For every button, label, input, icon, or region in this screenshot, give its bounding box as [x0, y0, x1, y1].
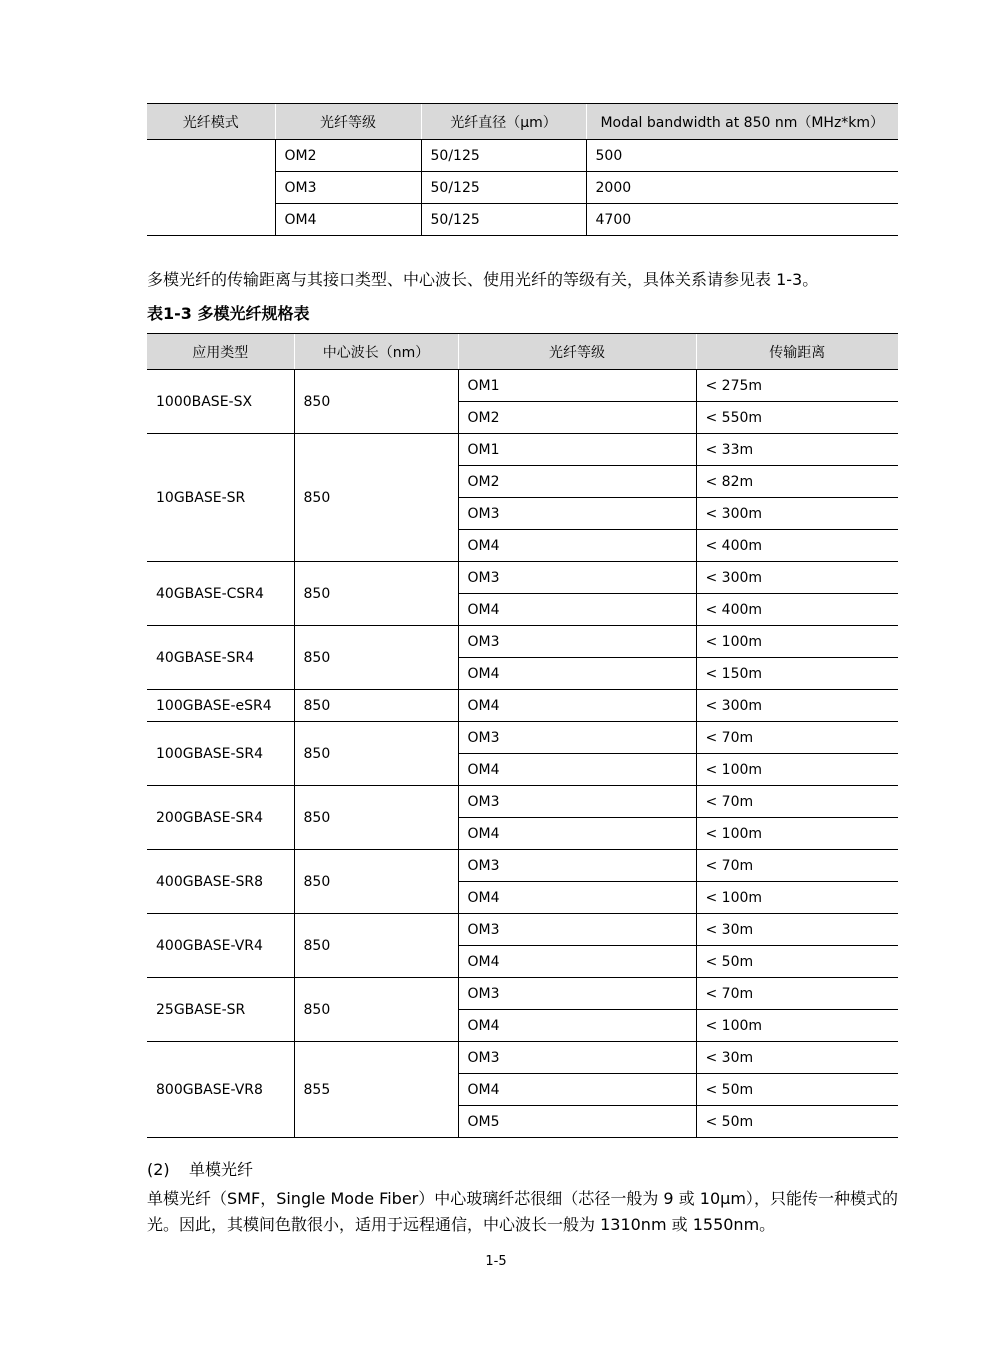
distance-cell: < 100m	[696, 626, 898, 658]
section-body: 单模光纤（SMF，Single Mode Fiber）中心玻璃纤芯很细（芯径一般为 9 或 10μm），只能传一种模式的光。因此，其模间色散很小，适用于远程通信，中心波长一般为 1310nm 或 1550nm。	[147, 1189, 898, 1234]
fiber-grade-cell: OM4	[458, 594, 696, 626]
wavelength-cell: 850	[294, 722, 458, 786]
fiber-grade-cell: OM2	[458, 402, 696, 434]
table-caption: 表1-3 多模光纤规格表	[147, 304, 310, 323]
table-row	[147, 914, 898, 946]
application-type-cell: 1000BASE-SX	[147, 370, 294, 434]
table-cell: 50/125	[421, 204, 586, 236]
table-header-row	[147, 334, 898, 370]
table-row	[147, 690, 898, 722]
table-cell	[147, 140, 275, 236]
column-header: 应用类型	[147, 334, 294, 370]
wavelength-cell: 850	[294, 850, 458, 914]
fiber-grade-cell: OM4	[458, 530, 696, 562]
table-cell: 50/125	[421, 140, 586, 172]
distance-cell: < 100m	[696, 1010, 898, 1042]
application-type-cell: 100GBASE-SR4	[147, 722, 294, 786]
distance-cell: < 70m	[696, 850, 898, 882]
fiber-grade-cell: OM4	[458, 1074, 696, 1106]
table-row	[147, 562, 898, 594]
distance-cell: < 33m	[696, 434, 898, 466]
table-row	[147, 786, 898, 818]
application-type-cell: 400GBASE-VR4	[147, 914, 294, 978]
section-heading	[147, 1157, 253, 1180]
bandwidth-table	[147, 103, 898, 236]
distance-cell: < 300m	[696, 498, 898, 530]
table-cell: OM2	[275, 140, 421, 172]
application-type-cell: 200GBASE-SR4	[147, 786, 294, 850]
wavelength-cell: 850	[294, 434, 458, 562]
column-header: 光纤模式	[147, 104, 275, 140]
bandwidth-table-wrapper	[147, 103, 898, 236]
column-header: 光纤等级	[275, 104, 421, 140]
fiber-grade-cell: OM5	[458, 1106, 696, 1138]
application-type-cell: 400GBASE-SR8	[147, 850, 294, 914]
fiber-grade-cell: OM4	[458, 946, 696, 978]
table-row	[147, 722, 898, 754]
table-cell: OM3	[275, 172, 421, 204]
distance-cell: < 82m	[696, 466, 898, 498]
distance-cell: < 100m	[696, 818, 898, 850]
wavelength-cell: 850	[294, 626, 458, 690]
fiber-grade-cell: OM3	[458, 562, 696, 594]
distance-cell: < 50m	[696, 1074, 898, 1106]
fiber-grade-cell: OM3	[458, 914, 696, 946]
table-cell: 2000	[586, 172, 898, 204]
distance-cell: < 100m	[696, 754, 898, 786]
column-header: 传输距离	[696, 334, 898, 370]
distance-cell: < 70m	[696, 978, 898, 1010]
fiber-grade-cell: OM3	[458, 498, 696, 530]
fiber-grade-cell: OM3	[458, 850, 696, 882]
spec-table-wrapper	[147, 333, 898, 1138]
application-type-cell: 10GBASE-SR	[147, 434, 294, 562]
fiber-grade-cell: OM3	[458, 722, 696, 754]
intro-paragraph: 多模光纤的传输距离与其接口类型、中心波长、使用光纤的等级有关，具体关系请参见表 1-3。	[147, 270, 819, 289]
distance-cell: < 100m	[696, 882, 898, 914]
fiber-grade-cell: OM4	[458, 1010, 696, 1042]
table-cell: 50/125	[421, 172, 586, 204]
distance-cell: < 30m	[696, 1042, 898, 1074]
distance-cell: < 50m	[696, 1106, 898, 1138]
page-number: 1-5	[485, 1254, 507, 1269]
table-row	[147, 626, 898, 658]
section-title: 单模光纤	[189, 1160, 254, 1179]
table-cell: 4700	[586, 204, 898, 236]
fiber-grade-cell: OM3	[458, 626, 696, 658]
distance-cell: < 300m	[696, 562, 898, 594]
table-row	[147, 850, 898, 882]
application-type-cell: 25GBASE-SR	[147, 978, 294, 1042]
distance-cell: < 275m	[696, 370, 898, 402]
wavelength-cell: 850	[294, 786, 458, 850]
table-row	[147, 1042, 898, 1074]
distance-cell: < 30m	[696, 914, 898, 946]
column-header: 光纤等级	[458, 334, 696, 370]
table-header-row	[147, 104, 898, 140]
wavelength-cell: 850	[294, 914, 458, 978]
table-cell: 500	[586, 140, 898, 172]
distance-cell: < 150m	[696, 658, 898, 690]
wavelength-cell: 850	[294, 690, 458, 722]
wavelength-cell: 855	[294, 1042, 458, 1138]
application-type-cell: 100GBASE-eSR4	[147, 690, 294, 722]
fiber-grade-cell: OM4	[458, 882, 696, 914]
fiber-grade-cell: OM2	[458, 466, 696, 498]
fiber-grade-cell: OM4	[458, 690, 696, 722]
section-number: (2)	[147, 1160, 170, 1179]
column-header: Modal bandwidth at 850 nm（MHz*km）	[586, 104, 898, 140]
table-row	[147, 140, 898, 172]
distance-cell: < 50m	[696, 946, 898, 978]
table-row	[147, 434, 898, 466]
column-header: 中心波长（nm）	[294, 334, 458, 370]
wavelength-cell: 850	[294, 370, 458, 434]
wavelength-cell: 850	[294, 562, 458, 626]
fiber-grade-cell: OM3	[458, 1042, 696, 1074]
application-type-cell: 40GBASE-SR4	[147, 626, 294, 690]
application-type-cell: 800GBASE-VR8	[147, 1042, 294, 1138]
distance-cell: < 70m	[696, 786, 898, 818]
fiber-grade-cell: OM3	[458, 786, 696, 818]
distance-cell: < 550m	[696, 402, 898, 434]
table-row	[147, 370, 898, 402]
distance-cell: < 400m	[696, 530, 898, 562]
table-row	[147, 978, 898, 1010]
fiber-grade-cell: OM4	[458, 658, 696, 690]
distance-cell: < 300m	[696, 690, 898, 722]
multimode-spec-table	[147, 333, 898, 1138]
fiber-grade-cell: OM3	[458, 978, 696, 1010]
fiber-grade-cell: OM1	[458, 370, 696, 402]
wavelength-cell: 850	[294, 978, 458, 1042]
fiber-grade-cell: OM4	[458, 818, 696, 850]
column-header: 光纤直径（μm）	[421, 104, 586, 140]
fiber-grade-cell: OM4	[458, 754, 696, 786]
fiber-grade-cell: OM1	[458, 434, 696, 466]
distance-cell: < 70m	[696, 722, 898, 754]
table-cell: OM4	[275, 204, 421, 236]
distance-cell: < 400m	[696, 594, 898, 626]
application-type-cell: 40GBASE-CSR4	[147, 562, 294, 626]
